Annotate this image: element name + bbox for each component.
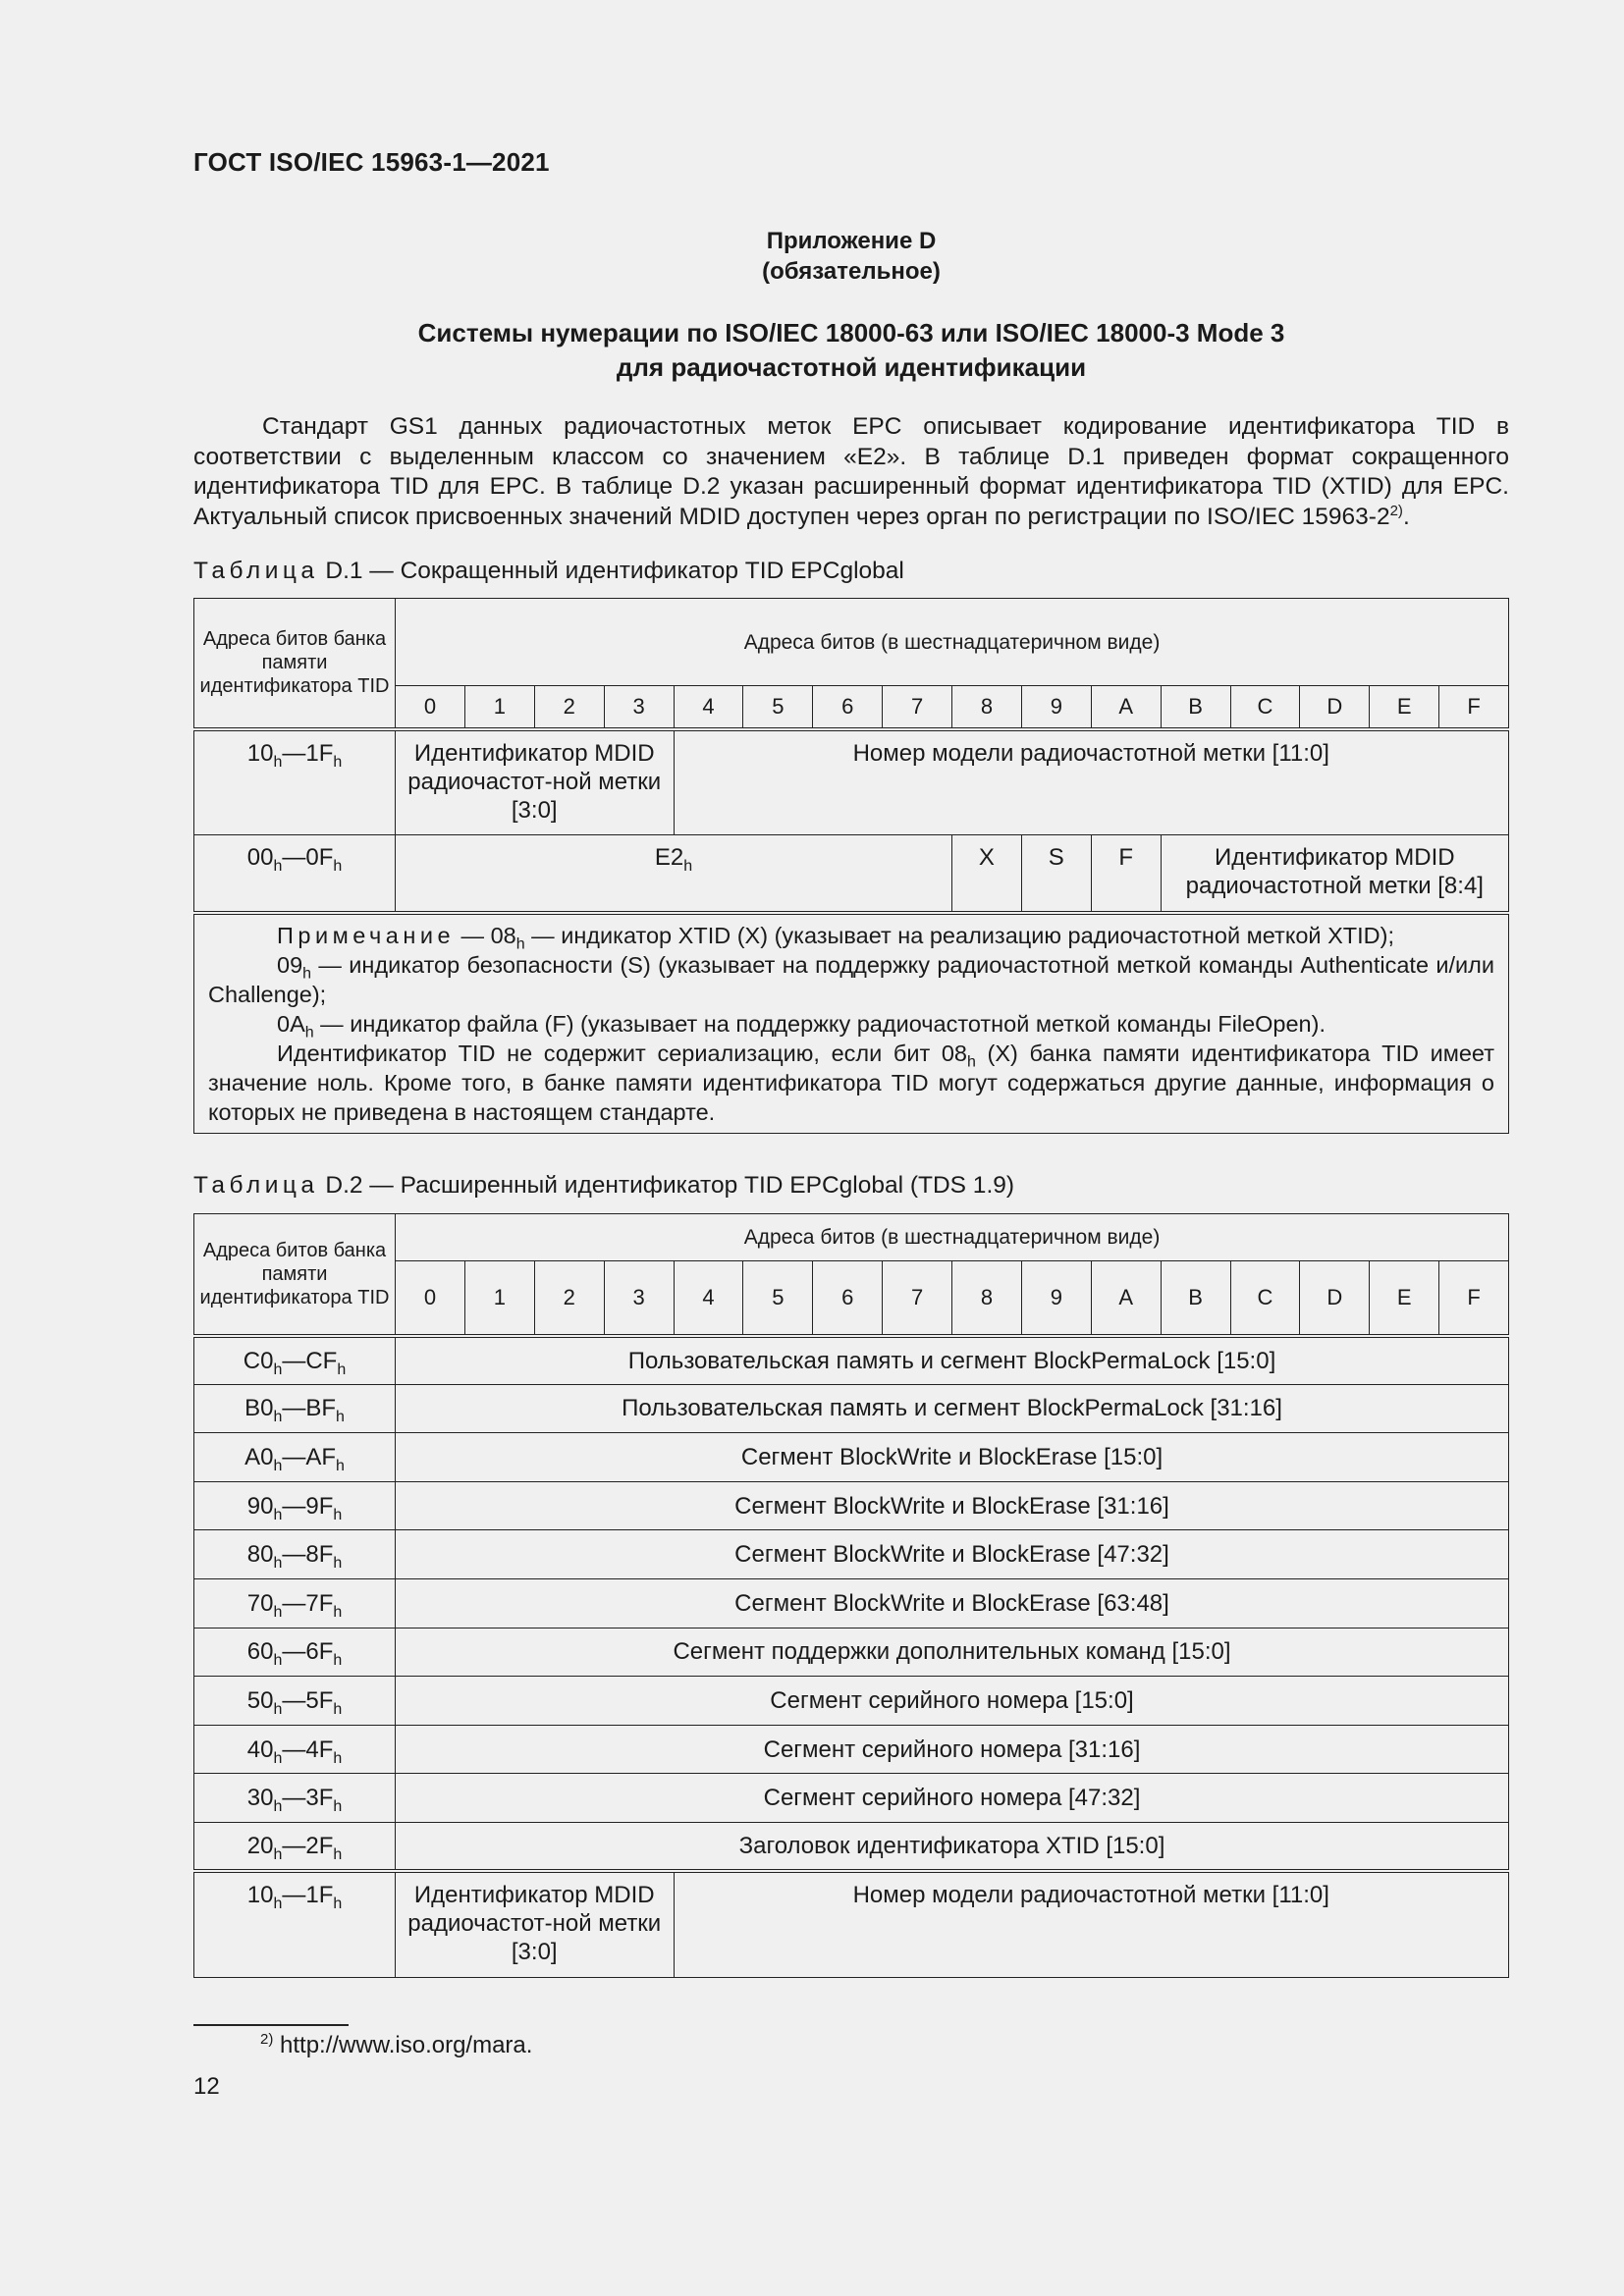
table2-row [194, 1822, 1509, 1871]
note-line-serialization: Идентификатор TID не содержит сериализацию, если бит $08_h$ (X) банка памяти идентификатора TID имеет значение ноль. Кроме того, в банке памяти идентификатора TID могут содержаться другие данные, информация о которых не приведена в настоящем стандарте. [208, 1040, 1494, 1125]
table2-bit: F [1439, 1261, 1509, 1336]
table2-bit: 5 [743, 1261, 813, 1336]
annex-status: (обязательное) [762, 258, 941, 285]
footnote-separator [193, 2024, 349, 2026]
table1-bit: C [1230, 686, 1300, 729]
annex-title-line2: для радиочастотной идентификации [616, 352, 1087, 382]
table1-bit: E [1370, 686, 1439, 729]
table1-note [194, 913, 1509, 1134]
table1-bit: F [1439, 686, 1509, 729]
table2-bit: 0 [396, 1261, 465, 1336]
document-header: ГОСТ ISO/IEC 15963-1—2021 [193, 147, 550, 177]
table1-bit-x: X [952, 835, 1022, 913]
table2-row-description: Сегмент BlockWrite и BlockErase [15:0] [396, 1433, 1509, 1482]
table2-col-header: Адреса битов (в шестнадцатеричном виде) [396, 1214, 1509, 1261]
table2-model-number: Номер модели радиочастотной метки [11:0] [674, 1871, 1509, 1977]
footnote [260, 2032, 532, 2059]
table2-row-address: $90_h—9F_h$ [194, 1481, 396, 1530]
table1-row-address: $00_h—0F_h$ [194, 835, 396, 913]
table1-row-00h [194, 835, 1509, 913]
table1-e2-class: $E2_h$ [396, 835, 952, 913]
table1-caption-prefix: Таблица [193, 558, 319, 584]
intro-end: . [1402, 503, 1410, 530]
footnote-marker: 2) [260, 2031, 274, 2048]
table2-bit: 2 [534, 1261, 604, 1336]
table2-row-header: Адреса битов банка памяти идентификатора TID [194, 1214, 396, 1336]
table2-row-10h [194, 1871, 1509, 1977]
table2-row [194, 1384, 1509, 1433]
table2-caption [193, 1172, 1014, 1200]
table2-row-description: Сегмент BlockWrite и BlockErase [47:32] [396, 1530, 1509, 1579]
table1-bit: 2 [534, 686, 604, 729]
table1-bit: B [1161, 686, 1230, 729]
table2-row-description: Сегмент BlockWrite и BlockErase [31:16] [396, 1481, 1509, 1530]
table2-row-address: $30_h—3F_h$ [194, 1774, 396, 1823]
table1-row-header: Адреса битов банка памяти идентификатора TID [194, 599, 396, 729]
table1-model-number: Номер модели радиочастотной метки [11:0] [674, 729, 1509, 835]
table2-row [194, 1725, 1509, 1774]
table2-row [194, 1774, 1509, 1823]
table1-note-row [194, 913, 1509, 1134]
table2-row [194, 1530, 1509, 1579]
table2-row-description: Пользовательская память и сегмент BlockPermaLock [31:16] [396, 1384, 1509, 1433]
table2-row-address: $C0_h—CF_h$ [194, 1336, 396, 1385]
table1-bit: D [1300, 686, 1370, 729]
table2-row-address: $B0_h—BF_h$ [194, 1384, 396, 1433]
table2-row-description: Сегмент серийного номера [15:0] [396, 1677, 1509, 1726]
table2-row-description: Сегмент серийного номера [31:16] [396, 1725, 1509, 1774]
table2-caption-prefix: Таблица [193, 1172, 319, 1199]
table2-row-address: $80_h—8F_h$ [194, 1530, 396, 1579]
table1-bit: 9 [1021, 686, 1091, 729]
table-d2 [193, 1213, 1509, 1978]
table1-col-header: Адреса битов (в шестнадцатеричном виде) [396, 599, 1509, 686]
table2-row [194, 1677, 1509, 1726]
annex-heading [193, 226, 1509, 287]
table1-mdid-low: Идентификатор MDID радиочастот-ной метки [3:0] [396, 729, 675, 835]
table1-bit: 0 [396, 686, 465, 729]
annex-name: Приложение D [766, 228, 937, 254]
table1-caption-text: D.1 — Сокращенный идентификатор TID EPCglobal [318, 558, 904, 584]
table1-bit-f: F [1091, 835, 1161, 913]
table1-bit: 5 [743, 686, 813, 729]
table2-row-address: $40_h—4F_h$ [194, 1725, 396, 1774]
intro-paragraph [193, 412, 1509, 532]
table2-row [194, 1481, 1509, 1530]
table1-bit: 4 [674, 686, 743, 729]
annex-title-line1: Системы нумерации по ISO/IEC 18000-63 или ISO/IEC 18000-3 Mode 3 [417, 318, 1285, 347]
table2-bit: 4 [674, 1261, 743, 1336]
table2-row-address: $70_h—7F_h$ [194, 1578, 396, 1628]
table2-row [194, 1628, 1509, 1677]
table1-bit: 6 [813, 686, 883, 729]
intro-text: Стандарт GS1 данных радиочастотных меток EPC описывает кодирование идентификатора TID в соответствии с выделенным классом со значением «E2». В таблице D.1 приведен формат сокращенного идентификатора TID для EPC. В таблице D.2 указан расширенный формат идентификатора TID (XTID) для EPC. Актуальный список присвоенных значений MDID доступен через орган по регистрации по ISO/IEC 15963-2 [193, 413, 1509, 530]
note-line-s: $09_h$ — индикатор безопасности (S) (указывает на поддержку радиочастотной меткой команды Authenticate и/или Challenge); [208, 951, 1494, 1007]
table2-bit: 3 [604, 1261, 674, 1336]
footnote-link[interactable]: http://www.iso.org/mara. [273, 2032, 533, 2058]
table2-row-address: $50_h—5F_h$ [194, 1677, 396, 1726]
table2-row [194, 1336, 1509, 1385]
table-d1 [193, 598, 1509, 1134]
table1-row-address: $10_h—1F_h$ [194, 729, 396, 835]
table2-bit: E [1370, 1261, 1439, 1336]
footnote-reference: 2) [1389, 502, 1403, 519]
table2-caption-text: D.2 — Расширенный идентификатор TID EPCglobal (TDS 1.9) [318, 1172, 1015, 1199]
table2-row-address: $10_h—1F_h$ [194, 1871, 396, 1977]
table1-bit: A [1091, 686, 1161, 729]
table1-mdid-high: Идентификатор MDID радиочастотной метки [8:4] [1161, 835, 1508, 913]
table1-bit: 3 [604, 686, 674, 729]
table2-bit: 9 [1021, 1261, 1091, 1336]
table2-bit: 6 [813, 1261, 883, 1336]
annex-title [193, 316, 1509, 385]
table2-row-description: Сегмент серийного номера [47:32] [396, 1774, 1509, 1823]
table2-row-address: $60_h—6F_h$ [194, 1628, 396, 1677]
table2-row-description: Пользовательская память и сегмент BlockPermaLock [15:0] [396, 1336, 1509, 1385]
table2-bit: A [1091, 1261, 1161, 1336]
table2-row-description: Заголовок идентификатора XTID [15:0] [396, 1822, 1509, 1871]
table2-row [194, 1578, 1509, 1628]
note-line-x: Примечание — $08_h$ — индикатор XTID (X) (указывает на реализацию радиочастотной меткой XTID); [277, 922, 1394, 953]
table1-bit-s: S [1021, 835, 1091, 913]
page-number: 12 [193, 2073, 220, 2100]
table2-row-description: Сегмент BlockWrite и BlockErase [63:48] [396, 1578, 1509, 1628]
table2-row-description: Сегмент поддержки дополнительных команд [15:0] [396, 1628, 1509, 1677]
table2-bit: C [1230, 1261, 1300, 1336]
table1-caption [193, 558, 904, 585]
table2-mdid-low: Идентификатор MDID радиочастот-ной метки [3:0] [396, 1871, 675, 1977]
table2-bit: 8 [952, 1261, 1022, 1336]
note-line-f: $0A_h$ — индикатор файла (F) (указывает на поддержку радиочастотной меткой команды FileOpen). [277, 1010, 1326, 1041]
table2-row [194, 1433, 1509, 1482]
table1-row-10h [194, 729, 1509, 835]
table2-body [194, 1336, 1509, 1872]
table1-bit: 7 [883, 686, 952, 729]
table2-bit: D [1300, 1261, 1370, 1336]
table1-bit: 8 [952, 686, 1022, 729]
table2-row-address: $20_h—2F_h$ [194, 1822, 396, 1871]
table2-row-address: $A0_h—AF_h$ [194, 1433, 396, 1482]
table1-bit: 1 [464, 686, 534, 729]
table2-bit: 1 [464, 1261, 534, 1336]
table2-bit: 7 [883, 1261, 952, 1336]
table2-bit: B [1161, 1261, 1230, 1336]
